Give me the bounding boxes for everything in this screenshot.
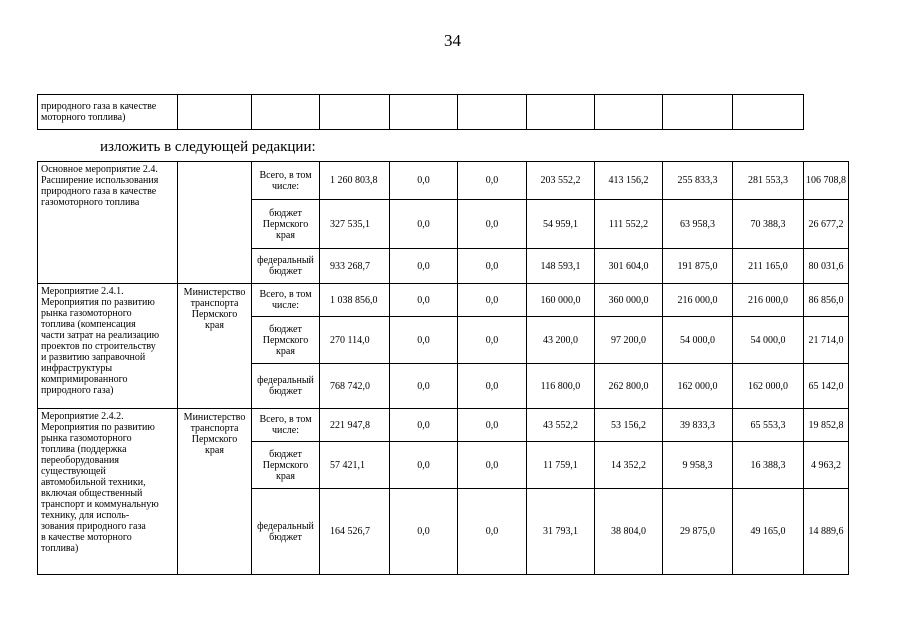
cell-year-amount: 11 759,1 — [527, 442, 595, 489]
cell-funding-source: Всего, в том числе: — [252, 162, 320, 200]
cell-year-amount: 148 593,1 — [527, 249, 595, 284]
cell-year-amount: 0,0 — [390, 409, 458, 442]
cell-empty — [390, 95, 458, 130]
cell-year-amount: 54 000,0 — [663, 317, 733, 364]
cell-year-amount: 0,0 — [390, 317, 458, 364]
cell-year-amount: 162 000,0 — [663, 364, 733, 409]
cell-year-amount: 162 000,0 — [733, 364, 804, 409]
cell-responsible-org: Министерство транспорта Пермского края — [178, 284, 252, 409]
cell-year-amount: 0,0 — [458, 364, 527, 409]
cell-funding-source: федеральный бюджет — [252, 364, 320, 409]
cell-total-amount: 768 742,0 — [320, 364, 390, 409]
cell-year-amount: 203 552,2 — [527, 162, 595, 200]
table-row — [38, 95, 804, 130]
cell-year-amount: 0,0 — [390, 364, 458, 409]
cell-year-amount: 4 963,2 — [804, 442, 849, 489]
cell-year-amount: 14 352,2 — [595, 442, 663, 489]
cell-year-amount: 54 000,0 — [733, 317, 804, 364]
cell-year-amount: 53 156,2 — [595, 409, 663, 442]
cell-year-amount: 301 604,0 — [595, 249, 663, 284]
subtitle: изложить в следующей редакции: — [100, 139, 316, 155]
cell-total-amount: 1 260 803,8 — [320, 162, 390, 200]
cell-empty — [663, 95, 733, 130]
cell-funding-source: бюджет Пермского края — [252, 200, 320, 249]
cell-year-amount: 80 031,6 — [804, 249, 849, 284]
cell-year-amount: 29 875,0 — [663, 489, 733, 575]
cell-year-amount: 191 875,0 — [663, 249, 733, 284]
cell-funding-source: бюджет Пермского края — [252, 317, 320, 364]
cell-year-amount: 14 889,6 — [804, 489, 849, 575]
cell-year-amount: 160 000,0 — [527, 284, 595, 317]
cell-year-amount: 31 793,1 — [527, 489, 595, 575]
cell-total-amount: 327 535,1 — [320, 200, 390, 249]
table-row — [38, 409, 849, 442]
cell-year-amount: 97 200,0 — [595, 317, 663, 364]
cell-year-amount: 216 000,0 — [663, 284, 733, 317]
cell-year-amount: 216 000,0 — [733, 284, 804, 317]
cell-year-amount: 0,0 — [458, 249, 527, 284]
cell-funding-source: федеральный бюджет — [252, 249, 320, 284]
cell-year-amount: 38 804,0 — [595, 489, 663, 575]
cell-year-amount: 0,0 — [390, 489, 458, 575]
cell-year-amount: 0,0 — [458, 317, 527, 364]
cell-year-amount: 255 833,3 — [663, 162, 733, 200]
cell-year-amount: 0,0 — [458, 409, 527, 442]
cell-funding-source: федеральный бюджет — [252, 489, 320, 575]
cell-year-amount: 19 852,8 — [804, 409, 849, 442]
cell-year-amount: 9 958,3 — [663, 442, 733, 489]
cell-year-amount: 413 156,2 — [595, 162, 663, 200]
cell-measure-name: Основное мероприятие 2.4. Расширение использования природного газа в качестве газомоторного топлива — [38, 162, 178, 284]
cell-responsible-org — [178, 162, 252, 284]
cell-total-amount: 933 268,7 — [320, 249, 390, 284]
cell-funding-source: бюджет Пермского края — [252, 442, 320, 489]
cell-total-amount: 57 421,1 — [320, 442, 390, 489]
cell-total-amount: 270 114,0 — [320, 317, 390, 364]
cell-year-amount: 281 553,3 — [733, 162, 804, 200]
cell-year-amount: 0,0 — [390, 442, 458, 489]
cell-funding-source: Всего, в том числе: — [252, 409, 320, 442]
cell-empty — [320, 95, 390, 130]
cell-empty — [252, 95, 320, 130]
cell-year-amount: 116 800,0 — [527, 364, 595, 409]
previous-table-fragment — [37, 94, 804, 130]
cell-year-amount: 0,0 — [458, 489, 527, 575]
cell-year-amount: 106 708,8 — [804, 162, 849, 200]
cell-empty — [527, 95, 595, 130]
cell-year-amount: 0,0 — [390, 162, 458, 200]
cell-responsible-org: Министерство транспорта Пермского края — [178, 409, 252, 575]
cell-year-amount: 0,0 — [458, 200, 527, 249]
cell-measure-name: Мероприятие 2.4.2. Мероприятия по развитию рынка газомоторного топлива (поддержка переоборудования существующей автомобильной техники, включая общественный транспорт и коммунальную технику, для исполь- зования природного газа в качестве моторного топлива) — [38, 409, 178, 575]
cell-year-amount: 65 142,0 — [804, 364, 849, 409]
cell-year-amount: 63 958,3 — [663, 200, 733, 249]
cell-year-amount: 65 553,3 — [733, 409, 804, 442]
cell-year-amount: 43 552,2 — [527, 409, 595, 442]
cell-year-amount: 0,0 — [390, 200, 458, 249]
cell-year-amount: 21 714,0 — [804, 317, 849, 364]
cell-empty — [178, 95, 252, 130]
cell-total-amount: 1 038 856,0 — [320, 284, 390, 317]
table-row — [38, 162, 849, 200]
cell-year-amount: 0,0 — [390, 249, 458, 284]
cell-empty — [458, 95, 527, 130]
table-row — [38, 284, 849, 317]
cell-year-amount: 0,0 — [458, 162, 527, 200]
cell-year-amount: 16 388,3 — [733, 442, 804, 489]
cell-measure-name: природного газа в качестве моторного топлива) — [38, 95, 178, 130]
cell-year-amount: 39 833,3 — [663, 409, 733, 442]
page-number: 34 — [444, 31, 461, 50]
cell-year-amount: 0,0 — [458, 442, 527, 489]
cell-year-amount: 43 200,0 — [527, 317, 595, 364]
cell-total-amount: 164 526,7 — [320, 489, 390, 575]
cell-year-amount: 54 959,1 — [527, 200, 595, 249]
cell-empty — [733, 95, 804, 130]
cell-year-amount: 0,0 — [390, 284, 458, 317]
cell-year-amount: 70 388,3 — [733, 200, 804, 249]
cell-year-amount: 111 552,2 — [595, 200, 663, 249]
cell-total-amount: 221 947,8 — [320, 409, 390, 442]
cell-year-amount: 26 677,2 — [804, 200, 849, 249]
cell-year-amount: 360 000,0 — [595, 284, 663, 317]
cell-year-amount: 49 165,0 — [733, 489, 804, 575]
cell-funding-source: Всего, в том числе: — [252, 284, 320, 317]
cell-year-amount: 86 856,0 — [804, 284, 849, 317]
cell-year-amount: 211 165,0 — [733, 249, 804, 284]
cell-empty — [595, 95, 663, 130]
funding-table — [37, 161, 849, 575]
cell-year-amount: 262 800,0 — [595, 364, 663, 409]
cell-measure-name: Мероприятие 2.4.1. Мероприятия по развитию рынка газомоторного топлива (компенсация части затрат на реализацию проектов по строительству и развитию заправочной инфраструктуры компримированного природного газа) — [38, 284, 178, 409]
cell-year-amount: 0,0 — [458, 284, 527, 317]
